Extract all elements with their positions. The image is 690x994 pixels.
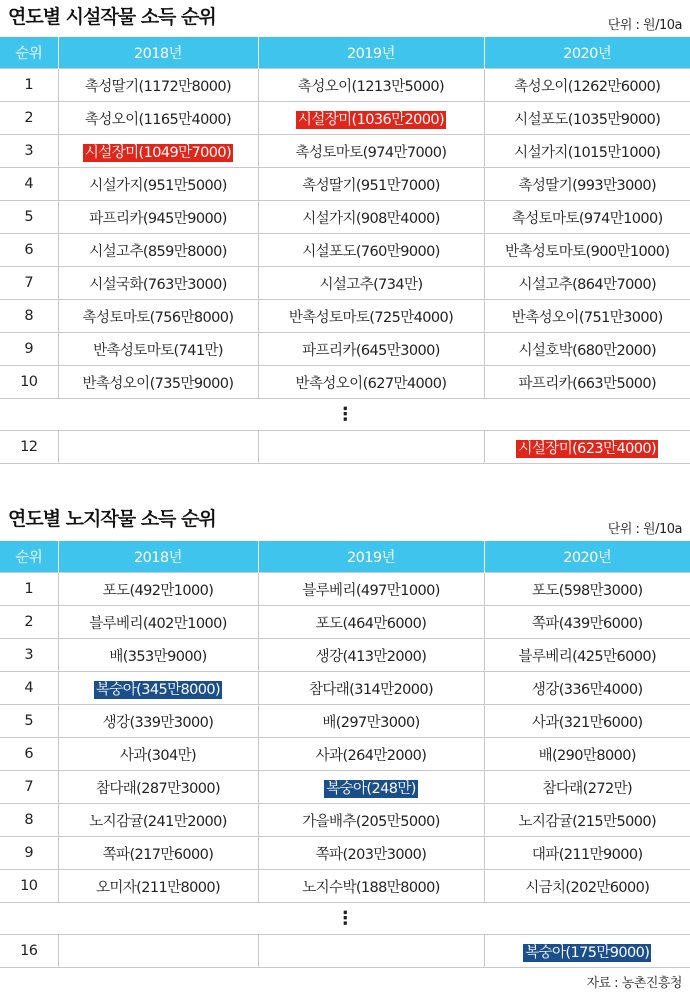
table-row (0, 267, 690, 300)
cell-2018: 시설국화(763만3000) (58, 267, 258, 300)
cell-2020: 파프리카(663만5000) (484, 366, 690, 399)
rank-cell: 1 (0, 69, 58, 102)
table-row (0, 672, 690, 705)
cell-2018: 배(353만9000) (58, 639, 258, 672)
table-row (0, 201, 690, 234)
cell-2020: 포도(598만3000) (484, 573, 690, 606)
cell-2020: 대파(211만9000) (484, 837, 690, 870)
cell-2018: 시설고추(859만8000) (58, 234, 258, 267)
cell-2018: 쪽파(217만6000) (58, 837, 258, 870)
rank-cell: 6 (0, 738, 58, 771)
header-rank: 순위 (0, 541, 58, 573)
rank-cell: 1 (0, 573, 58, 606)
table-row (0, 168, 690, 201)
peach-highlight: 복숭아(345만8000) (95, 681, 221, 698)
cell-2020: 배(290만8000) (484, 738, 690, 771)
cell-2018: 반촉성오이(735만9000) (58, 366, 258, 399)
rank-cell: 5 (0, 201, 58, 234)
table-row (0, 738, 690, 771)
cell-2019: 시설가지(908만4000) (258, 201, 484, 234)
openfield-title: 연도별 노지작물 소득 순위 (8, 508, 216, 530)
cell-2020 (484, 431, 690, 464)
rank-cell: 3 (0, 135, 58, 168)
table-row (0, 870, 690, 903)
cell-2018 (58, 135, 258, 168)
greenhouse-unit: 단위 : 원/10a (607, 18, 682, 33)
cell-2019 (258, 935, 484, 968)
rank-cell: 2 (0, 102, 58, 135)
table-row (0, 135, 690, 168)
rank-cell: 10 (0, 870, 58, 903)
header-2019: 2019년 (258, 37, 484, 69)
cell-2019: 포도(464만6000) (258, 606, 484, 639)
header-2018: 2018년 (58, 37, 258, 69)
table-header-row (0, 37, 690, 69)
rank-cell: 2 (0, 606, 58, 639)
cell-2020: 시설포도(1035만9000) (484, 102, 690, 135)
table-row (0, 935, 690, 968)
table-row (0, 333, 690, 366)
rank-cell: 8 (0, 804, 58, 837)
rank-cell: 16 (0, 935, 58, 968)
cell-2018: 사과(304만) (58, 738, 258, 771)
greenhouse-table (0, 37, 690, 464)
cell-2019 (258, 431, 484, 464)
cell-2020: 시설고추(864만7000) (484, 267, 690, 300)
cell-2018: 촉성토마토(756만8000) (58, 300, 258, 333)
rank-cell: 3 (0, 639, 58, 672)
rank-cell: 9 (0, 837, 58, 870)
cell-2018: 촉성딸기(1172만8000) (58, 69, 258, 102)
cell-2019: 촉성토마토(974만7000) (258, 135, 484, 168)
table-row (0, 606, 690, 639)
cell-2018 (58, 672, 258, 705)
rank-cell: 7 (0, 771, 58, 804)
cell-2019: 사과(264만2000) (258, 738, 484, 771)
cell-2019: 참다래(314만2000) (258, 672, 484, 705)
table-row (0, 366, 690, 399)
table-row (0, 804, 690, 837)
cell-2020 (484, 935, 690, 968)
cell-2018: 시설가지(951만5000) (58, 168, 258, 201)
cell-2020: 촉성오이(1262만6000) (484, 69, 690, 102)
cell-2019: 촉성딸기(951만7000) (258, 168, 484, 201)
rank-cell: 10 (0, 366, 58, 399)
table-row (0, 705, 690, 738)
cell-2020: 시설가지(1015만1000) (484, 135, 690, 168)
cell-2019: 촉성오이(1213만5000) (258, 69, 484, 102)
cell-2020: 쪽파(439만6000) (484, 606, 690, 639)
cell-2020: 반촉성토마토(900만1000) (484, 234, 690, 267)
cell-2019: 쪽파(203만3000) (258, 837, 484, 870)
rose-highlight: 시설장미(1036만2000) (297, 111, 445, 128)
vertical-ellipsis: ⋮ (0, 399, 690, 431)
cell-2020: 시설호박(680만2000) (484, 333, 690, 366)
rank-cell: 6 (0, 234, 58, 267)
cell-2019 (258, 102, 484, 135)
cell-2018: 파프리카(945만9000) (58, 201, 258, 234)
cell-2018: 참다래(287만3000) (58, 771, 258, 804)
cell-2018 (58, 431, 258, 464)
table-row (0, 234, 690, 267)
header-2020: 2020년 (484, 541, 690, 573)
cell-2019: 생강(413만2000) (258, 639, 484, 672)
table-row (0, 573, 690, 606)
cell-2020: 촉성딸기(993만3000) (484, 168, 690, 201)
rank-cell: 9 (0, 333, 58, 366)
vertical-ellipsis: ⋮ (0, 903, 690, 935)
ellipsis-row (0, 399, 690, 431)
peach-highlight: 복숭아(248만) (326, 780, 416, 797)
rank-cell: 5 (0, 705, 58, 738)
peach-highlight: 복숭아(175만9000) (525, 944, 650, 961)
cell-2019: 노지수박(188만8000) (258, 870, 484, 903)
cell-2019: 배(297만3000) (258, 705, 484, 738)
cell-2020: 블루베리(425만6000) (484, 639, 690, 672)
table-row (0, 837, 690, 870)
cell-2019: 시설포도(760만9000) (258, 234, 484, 267)
rose-highlight: 시설장미(623만4000) (518, 440, 657, 457)
header-2020: 2020년 (484, 37, 690, 69)
rose-highlight: 시설장미(1049만7000) (84, 144, 232, 161)
cell-2018: 오미자(211만8000) (58, 870, 258, 903)
cell-2019: 가을배추(205만5000) (258, 804, 484, 837)
cell-2019: 반촉성오이(627만4000) (258, 366, 484, 399)
cell-2019 (258, 771, 484, 804)
rank-cell: 8 (0, 300, 58, 333)
cell-2020: 노지감귤(215만5000) (484, 804, 690, 837)
cell-2019: 블루베리(497만1000) (258, 573, 484, 606)
rank-cell: 4 (0, 168, 58, 201)
cell-2020: 생강(336만4000) (484, 672, 690, 705)
cell-2018: 포도(492만1000) (58, 573, 258, 606)
cell-2018: 촉성오이(1165만4000) (58, 102, 258, 135)
cell-2020: 촉성토마토(974만1000) (484, 201, 690, 234)
table-row (0, 431, 690, 464)
cell-2018: 노지감귤(241만2000) (58, 804, 258, 837)
cell-2020: 시금치(202만6000) (484, 870, 690, 903)
cell-2019: 시설고추(734만) (258, 267, 484, 300)
openfield-unit: 단위 : 원/10a (607, 522, 682, 537)
source-note: 자료 : 농촌진흥청 (586, 976, 682, 991)
cell-2018: 블루베리(402만1000) (58, 606, 258, 639)
table-row (0, 771, 690, 804)
rank-cell: 12 (0, 431, 58, 464)
header-2018: 2018년 (58, 541, 258, 573)
header-rank: 순위 (0, 37, 58, 69)
rank-cell: 7 (0, 267, 58, 300)
cell-2018 (58, 935, 258, 968)
cell-2019: 파프리카(645만3000) (258, 333, 484, 366)
header-2019: 2019년 (258, 541, 484, 573)
table-row (0, 69, 690, 102)
openfield-table (0, 541, 690, 968)
table-row (0, 102, 690, 135)
cell-2020: 참다래(272만) (484, 771, 690, 804)
ellipsis-row (0, 903, 690, 935)
cell-2018: 반촉성토마토(741만) (58, 333, 258, 366)
cell-2020: 반촉성오이(751만3000) (484, 300, 690, 333)
cell-2018: 생강(339만3000) (58, 705, 258, 738)
table-row (0, 300, 690, 333)
cell-2020: 사과(321만6000) (484, 705, 690, 738)
table-header-row (0, 541, 690, 573)
cell-2019: 반촉성토마토(725만4000) (258, 300, 484, 333)
rank-cell: 4 (0, 672, 58, 705)
table-row (0, 639, 690, 672)
greenhouse-title: 연도별 시설작물 소득 순위 (8, 6, 216, 28)
